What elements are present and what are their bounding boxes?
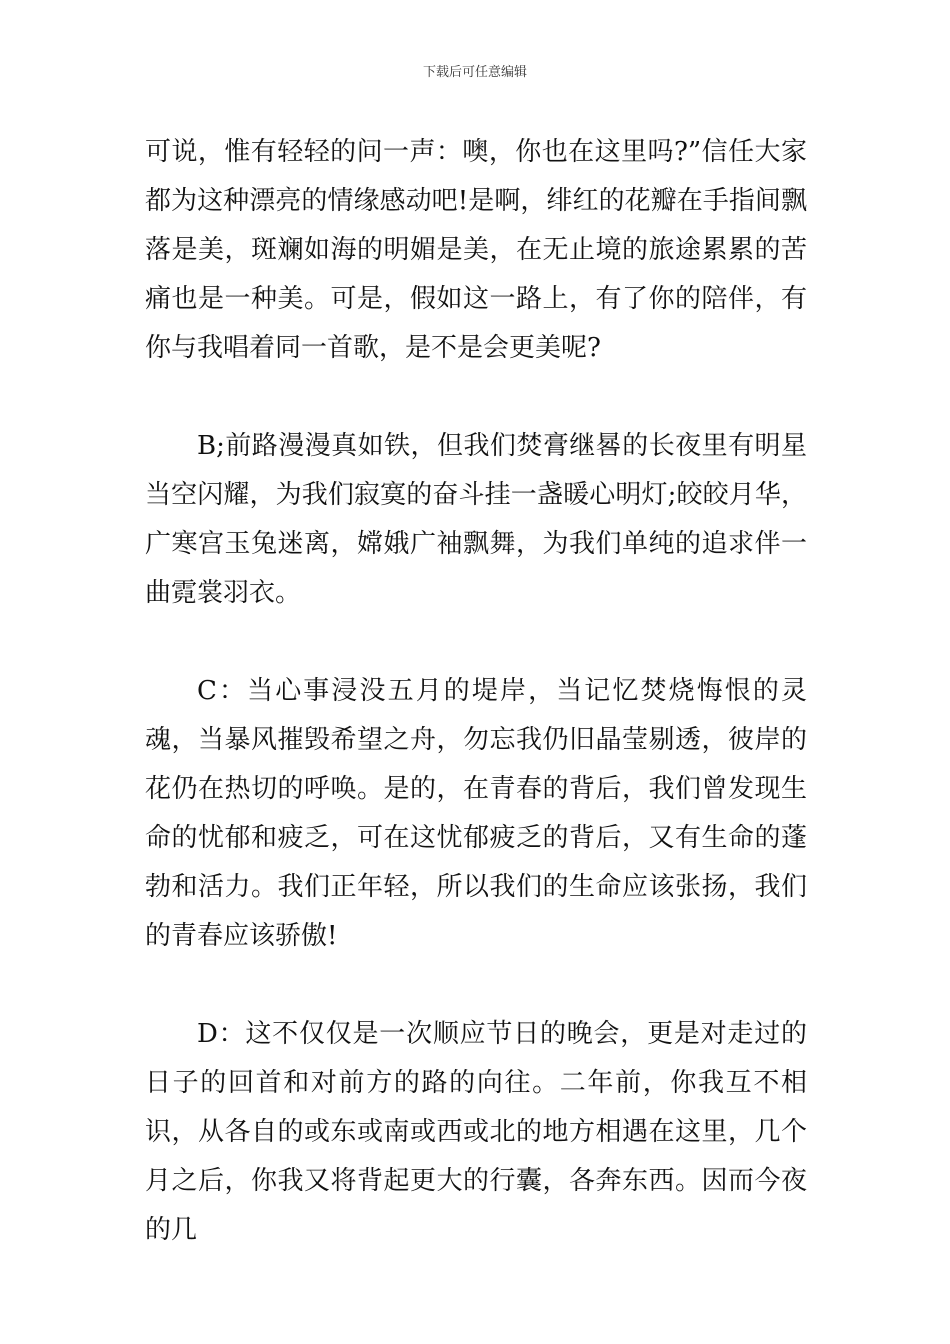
document-body (145, 128, 807, 1255)
paragraph-b: B;前路漫漫真如铁，但我们焚膏继晷的长夜里有明星当空闪耀，为我们寂寞的奋斗挂一盏暖心明灯;皎皎月华，广寒宫玉兔迷离，嫦娥广袖飘舞，为我们单纯的追求伴一曲霓裳羽衣。 (145, 431, 807, 608)
paragraph-c: C：当心事浸没五月的堤岸，当记忆焚烧悔恨的灵魂，当暴风摧毁希望之舟，勿忘我仍旧晶莹剔透，彼岸的花仍在热切的呼唤。是的，在青春的背后，我们曾发现生命的忧郁和疲乏，可在这忧郁疲乏的背后，又有生命的蓬勃和活力。我们正年轻，所以我们的生命应该张扬，我们的青春应该骄傲! (145, 676, 807, 951)
page-header: 下载后可任意编辑 (422, 65, 527, 80)
paragraph-continuation: 可说，惟有轻轻的问一声：噢，你也在这里吗?”信任大家都为这种漂亮的情缘感动吧!是啊，绯红的花瓣在手指间飘落是美，斑斓如海的明媚是美，在无止境的旅途累累的苦痛也是一种美。可是，假如这一路上，有了你的陪伴，有你与我唱着同一首歌，是不是会更美呢? (145, 137, 807, 363)
paragraph-gap (145, 961, 807, 1010)
paragraph-gap (145, 373, 807, 422)
paragraph-gap (145, 618, 807, 667)
paragraph-d: D：这不仅仅是一次顺应节日的晚会，更是对走过的日子的回首和对前方的路的向往。二年前，你我互不相识，从各自的或东或南或西或北的地方相遇在这里，几个月之后，你我又将背起更大的行囊，各奔东西。因而今夜的几 (145, 1019, 807, 1245)
